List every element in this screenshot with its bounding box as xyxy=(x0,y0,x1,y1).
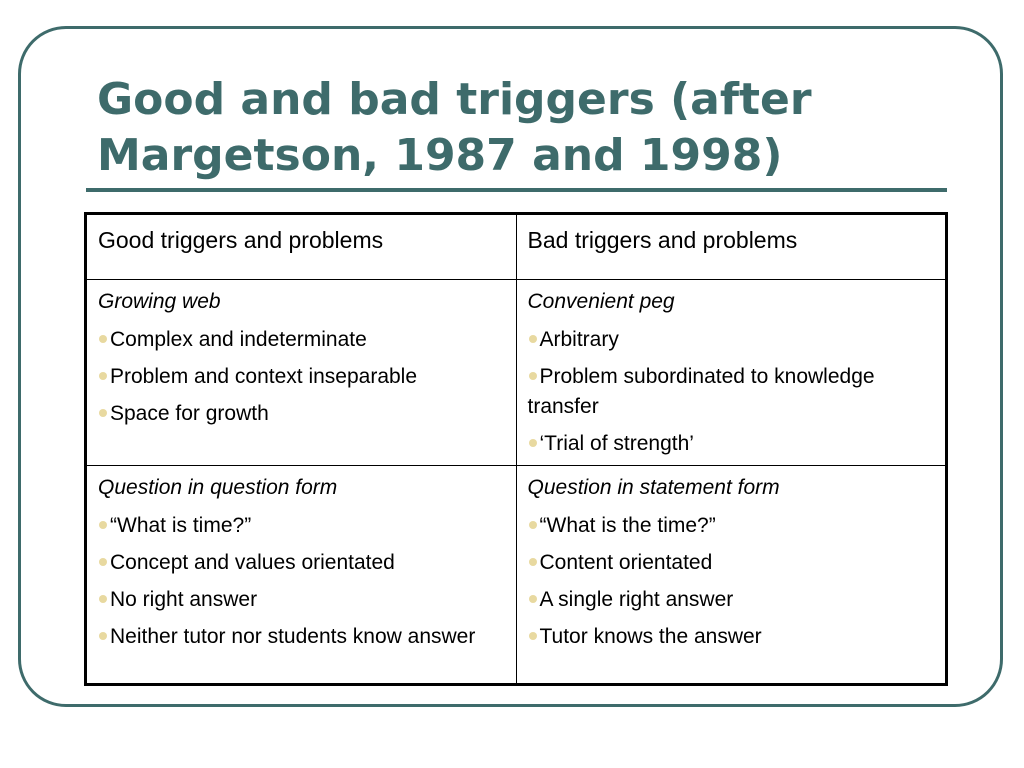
list-item-text: Arbitrary xyxy=(539,328,619,351)
cell-bad-statement-form xyxy=(516,466,947,685)
list-item-text: “What is time?” xyxy=(110,514,252,537)
list-item-text: Neither tutor nor students know answer xyxy=(110,625,476,648)
bullet-icon xyxy=(529,372,537,380)
table-row xyxy=(86,466,947,685)
list-item-text: Tutor knows the answer xyxy=(539,625,762,648)
bullet-icon xyxy=(99,558,107,566)
bullet-icon xyxy=(529,595,537,603)
list-item-text: Space for growth xyxy=(110,402,269,425)
bullet-icon xyxy=(99,632,107,640)
list-item xyxy=(528,548,936,578)
list-item xyxy=(528,511,936,541)
table-row xyxy=(86,280,947,466)
title-divider xyxy=(86,188,947,192)
list-item xyxy=(528,362,936,422)
table-header-row xyxy=(86,214,947,280)
list-item-text: A single right answer xyxy=(539,588,734,611)
list-item-text: No right answer xyxy=(110,588,258,611)
cell-heading: Convenient peg xyxy=(527,290,675,313)
list-item xyxy=(528,429,936,459)
bullet-icon xyxy=(99,595,107,603)
cell-heading: Growing web xyxy=(98,290,221,313)
bullet-icon xyxy=(99,372,107,380)
slide-title: Good and bad triggers (after Margetson, 1987 and 1998) xyxy=(97,74,812,181)
list-item xyxy=(98,325,506,355)
list-item xyxy=(528,325,936,355)
list-item xyxy=(98,585,506,615)
cell-heading: Question in statement form xyxy=(527,476,780,499)
list-item xyxy=(98,362,506,392)
bullet-icon xyxy=(529,632,537,640)
cell-bad-convenient-peg xyxy=(516,280,947,466)
bullet-icon xyxy=(529,335,537,343)
bullet-icon xyxy=(99,335,107,343)
header-bad: Bad triggers and problems xyxy=(516,214,947,280)
cell-heading: Question in question form xyxy=(98,476,338,499)
list-item xyxy=(98,511,506,541)
list-item-text: Complex and indeterminate xyxy=(110,328,367,351)
list-item xyxy=(528,585,936,615)
list-item xyxy=(98,548,506,578)
triggers-table xyxy=(84,212,948,686)
list-item-text: Concept and values orientated xyxy=(110,551,395,574)
list-item-text: Problem and context inseparable xyxy=(110,365,418,388)
cell-good-question-form xyxy=(86,466,517,685)
list-item xyxy=(98,622,506,652)
header-good: Good triggers and problems xyxy=(86,214,517,280)
list-item-text: Problem subordinated to knowledge transfer xyxy=(527,365,875,418)
bullet-icon xyxy=(529,558,537,566)
list-item-text: Content orientated xyxy=(539,551,713,574)
cell-good-growing-web xyxy=(86,280,517,466)
bullet-icon xyxy=(529,521,537,529)
list-item-text: “What is the time?” xyxy=(539,514,716,537)
list-item-text: ‘Trial of strength’ xyxy=(539,432,694,455)
list-item xyxy=(528,622,936,652)
list-item xyxy=(98,399,506,429)
bullet-icon xyxy=(529,439,537,447)
bullet-icon xyxy=(99,521,107,529)
bullet-icon xyxy=(99,409,107,417)
